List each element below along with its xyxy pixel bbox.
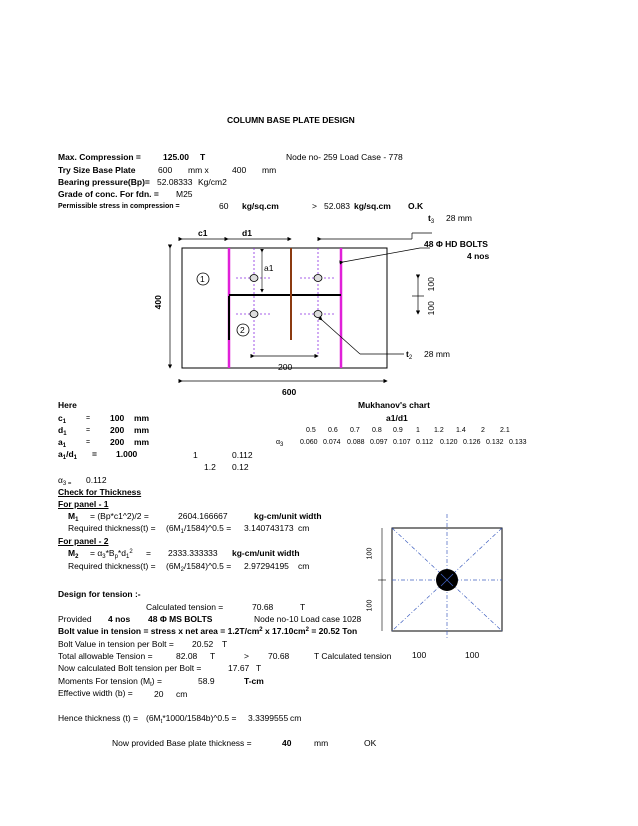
hence-formula-end: *1000/1584b)^0.5 = bbox=[162, 713, 237, 723]
bolts-nos: 4 nos bbox=[467, 251, 490, 261]
eff-width-unit: cm bbox=[176, 689, 188, 699]
size-width: 600 bbox=[158, 165, 173, 175]
bearing-value: 52.08333 bbox=[157, 177, 193, 187]
chart-x-value: 0.5 bbox=[306, 427, 316, 434]
fig2-dim-v2: 100 bbox=[366, 599, 374, 612]
perm-actual-unit: kg/sq.cm bbox=[354, 201, 391, 211]
req2-formula: (6M bbox=[166, 561, 181, 571]
chart-alpha-label: α bbox=[276, 439, 281, 446]
m2-formula: = α bbox=[90, 548, 103, 558]
req1-label: Required thickness(t) = bbox=[68, 523, 156, 533]
allow-gt: > bbox=[244, 651, 249, 661]
hence-label: Hence thickness (t) = bbox=[58, 713, 139, 723]
eff-width-value: 20 bbox=[154, 689, 164, 699]
c1-unit: mm bbox=[134, 413, 150, 423]
bolt-value-line: Bolt value in tension = stress x net area = 1.2T/cm bbox=[58, 626, 260, 636]
interp2-x: 1.2 bbox=[204, 462, 216, 472]
a1-label: a bbox=[58, 437, 63, 447]
chart-y-value: 0.088 bbox=[347, 439, 365, 446]
req2-formula-sub: 2 bbox=[180, 567, 184, 573]
grade-value: M25 bbox=[176, 189, 193, 199]
check-thickness-heading: Check for Thickness bbox=[58, 487, 142, 497]
perm-actual: 52.083 bbox=[324, 201, 350, 211]
hd-bolts-label: 48 Φ HD BOLTS bbox=[424, 239, 488, 249]
d1-eq: = bbox=[86, 427, 91, 434]
provided-nos: 4 nos bbox=[108, 614, 131, 624]
calc-tension-unit: T bbox=[300, 602, 306, 612]
req1-value: 3.140743173 bbox=[244, 523, 294, 533]
provided-thickness-value: 40 bbox=[282, 738, 292, 748]
a1-eq: = bbox=[86, 439, 91, 446]
chart-x-value: 1 bbox=[416, 427, 420, 434]
alpha3-label: α bbox=[58, 475, 63, 485]
moment-sub: t bbox=[150, 682, 152, 688]
m2-unit: kg-cm/unit width bbox=[232, 548, 300, 558]
moment-unit: T-cm bbox=[244, 676, 264, 686]
req1-formula: (6M bbox=[166, 523, 181, 533]
c1-sub: 1 bbox=[62, 419, 67, 425]
m1-value: 2604.166667 bbox=[178, 511, 228, 521]
panel-1-marker: 1 bbox=[200, 274, 205, 284]
mukhanov-chart-title: Mukhanov's chart bbox=[358, 400, 430, 410]
panel1-heading: For panel - 1 bbox=[58, 499, 109, 509]
panel-2-marker: 2 bbox=[240, 325, 245, 335]
allow-unit: T bbox=[210, 651, 216, 661]
m2-formula-end: *d bbox=[117, 548, 126, 558]
calc-tension-value: 70.68 bbox=[252, 602, 274, 612]
perm-stress-value: 60 bbox=[219, 201, 229, 211]
chart-x-value: 1.4 bbox=[456, 427, 466, 434]
now-tension-label: Now calculated Bolt tension per Bolt = bbox=[58, 663, 202, 673]
chart-y-value: 0.107 bbox=[393, 439, 411, 446]
d1-unit: mm bbox=[134, 425, 150, 435]
allow-value: 82.08 bbox=[176, 651, 198, 661]
m1-formula: = (Bp*c1^2)/2 = bbox=[90, 511, 149, 521]
interp1-y: 0.112 bbox=[232, 450, 253, 460]
m1-unit: kg-cm/unit width bbox=[254, 511, 322, 521]
provided-thickness-label: Now provided Base plate thickness = bbox=[112, 738, 252, 748]
req1-formula-end: /1584)^0.5 = bbox=[183, 523, 232, 533]
t3-value: 28 mm bbox=[446, 213, 472, 223]
c1-dim-label: c1 bbox=[198, 228, 208, 238]
ratio-value: 1.000 bbox=[116, 449, 138, 459]
moment-label: Moments For tension (M bbox=[58, 676, 151, 686]
hence-formula-sub: t bbox=[160, 719, 163, 725]
ratio-label: a bbox=[58, 449, 63, 459]
provided-label: Provided bbox=[58, 614, 92, 624]
c1-value: 100 bbox=[110, 413, 125, 423]
a1-dim-label: a1 bbox=[264, 263, 274, 273]
a1d1-header: a1/d1 bbox=[386, 413, 408, 423]
provided-thickness-unit: mm bbox=[314, 738, 329, 748]
a1-unit: mm bbox=[134, 437, 150, 447]
perm-ok: O.K bbox=[408, 201, 424, 211]
try-size-label: Try Size Base Plate bbox=[58, 165, 136, 175]
bolt-per-label: Bolt Value in tension per Bolt = bbox=[58, 639, 174, 649]
chart-x-value: 2 bbox=[481, 427, 485, 434]
req1-unit: cm bbox=[298, 523, 310, 533]
perm-stress-label: Permissible stress in compression = bbox=[58, 203, 180, 210]
perm-gt: > bbox=[312, 201, 317, 211]
hence-unit: cm bbox=[290, 713, 302, 723]
d1-label: d bbox=[58, 425, 64, 435]
m2-label: M bbox=[68, 548, 76, 558]
chart-x-value: 0.9 bbox=[393, 427, 403, 434]
here-label: Here bbox=[58, 400, 77, 410]
chart-x-value: 0.7 bbox=[350, 427, 360, 434]
now-tension-unit: T bbox=[256, 663, 262, 673]
moment-value: 58.9 bbox=[198, 676, 215, 686]
hence-formula: (6M bbox=[146, 713, 161, 723]
bolt-per-value: 20.52 bbox=[192, 639, 214, 649]
ratio-mid: /d bbox=[66, 449, 74, 459]
moment-end: ) = bbox=[151, 676, 162, 686]
chart-y-value: 0.132 bbox=[486, 439, 504, 446]
perm-stress-unit: kg/sq.cm bbox=[242, 201, 279, 211]
t2-label: t bbox=[406, 349, 409, 359]
panel2-heading: For panel - 2 bbox=[58, 536, 109, 546]
eff-width-label: Effective width (b) = bbox=[58, 688, 133, 698]
d1-value: 200 bbox=[110, 425, 125, 435]
hence-value: 3.3399555 bbox=[248, 713, 289, 723]
fig2-dim-h1: 100 bbox=[412, 650, 427, 660]
m1-sub: 1 bbox=[75, 517, 79, 523]
chart-y-value: 0.074 bbox=[323, 439, 341, 446]
calc-tension-label: Calculated tension = bbox=[146, 602, 224, 612]
provided-thickness-ok: OK bbox=[364, 738, 377, 748]
d1-dim-label: d1 bbox=[242, 228, 252, 238]
t2-sub: 2 bbox=[408, 355, 413, 361]
chart-x-value: 1.2 bbox=[434, 427, 444, 434]
c1-eq: = bbox=[86, 415, 91, 422]
bolt-value-line-mid: x 17.10cm bbox=[262, 626, 306, 636]
size-mid: mm x bbox=[188, 165, 209, 175]
chart-x-value: 2.1 bbox=[500, 427, 510, 434]
chart-y-value: 0.133 bbox=[509, 439, 527, 446]
allow-label: Total allowable Tension = bbox=[58, 651, 153, 661]
max-compression-unit: T bbox=[200, 152, 206, 162]
chart-alpha-sub: 3 bbox=[280, 442, 284, 448]
provided-bolt: 48 Φ MS BOLTS bbox=[148, 614, 213, 624]
page-title: COLUMN BASE PLATE DESIGN bbox=[227, 115, 355, 125]
m1-label: M bbox=[68, 511, 76, 521]
a1-sub: 1 bbox=[62, 443, 67, 449]
m2-formula-eq: = bbox=[146, 548, 151, 558]
interp1-x: 1 bbox=[193, 450, 198, 460]
size-unit: mm bbox=[262, 165, 277, 175]
t2-value: 28 mm bbox=[424, 349, 450, 359]
tension-heading: Design for tension :- bbox=[58, 589, 141, 599]
max-compression-label: Max. Compression = bbox=[58, 152, 141, 162]
m2-sub: 2 bbox=[75, 554, 79, 560]
fig2-dim-v1: 100 bbox=[366, 547, 374, 560]
now-tension-value: 17.67 bbox=[228, 663, 250, 673]
m2-value: 2333.333333 bbox=[168, 548, 218, 558]
allow-calc-label: T Calculated tension bbox=[314, 651, 392, 661]
a1-value: 200 bbox=[110, 437, 125, 447]
chart-y-value: 0.060 bbox=[300, 439, 318, 446]
m2-formula-mid: *B bbox=[105, 548, 115, 558]
chart-y-value: 0.097 bbox=[370, 439, 388, 446]
interp2-y: 0.12 bbox=[232, 462, 249, 472]
size-height: 400 bbox=[232, 165, 247, 175]
req2-formula-end: /1584)^0.5 = bbox=[183, 561, 232, 571]
req2-label: Required thickness(t) = bbox=[68, 561, 156, 571]
c1-label: c bbox=[58, 413, 63, 423]
t3-sub: 3 bbox=[430, 219, 435, 225]
chart-x-value: 0.8 bbox=[372, 427, 382, 434]
bearing-unit: Kg/cm2 bbox=[198, 177, 227, 187]
max-compression-value: 125.00 bbox=[163, 152, 189, 162]
dim-200: 200 bbox=[278, 362, 293, 372]
req2-unit: cm bbox=[298, 561, 310, 571]
dim-400: 400 bbox=[152, 295, 163, 310]
dim-100-top: 100 bbox=[425, 277, 436, 292]
fig2-dim-h2: 100 bbox=[465, 650, 480, 660]
tension-node-note: Node no-10 Load case 1028 bbox=[254, 614, 362, 624]
bolt-value-line-end: = 20.52 Ton bbox=[308, 626, 358, 636]
d1-sub: 1 bbox=[63, 431, 67, 437]
ratio-eq: = bbox=[92, 449, 97, 459]
allow-calc: 70.68 bbox=[268, 651, 290, 661]
chart-y-value: 0.112 bbox=[416, 439, 433, 446]
bearing-label: Bearing pressure(Bp)= bbox=[58, 177, 150, 187]
req2-value: 2.97294195 bbox=[244, 561, 289, 571]
dim-100-bottom: 100 bbox=[425, 301, 436, 316]
alpha3-value: 0.112 bbox=[86, 475, 107, 485]
node-note: Node no- 259 Load Case - 778 bbox=[286, 152, 403, 162]
alpha3-sub: 3 = bbox=[62, 481, 72, 487]
t3-label: t bbox=[428, 213, 431, 223]
bolt-per-unit: T bbox=[222, 639, 228, 649]
chart-x-value: 0.6 bbox=[328, 427, 338, 434]
chart-y-value: 0.126 bbox=[463, 439, 481, 446]
req1-formula-sub: 1 bbox=[180, 529, 184, 535]
dim-600: 600 bbox=[282, 387, 297, 397]
chart-y-value: 0.120 bbox=[440, 439, 458, 446]
grade-label: Grade of conc. For fdn. = bbox=[58, 189, 159, 199]
